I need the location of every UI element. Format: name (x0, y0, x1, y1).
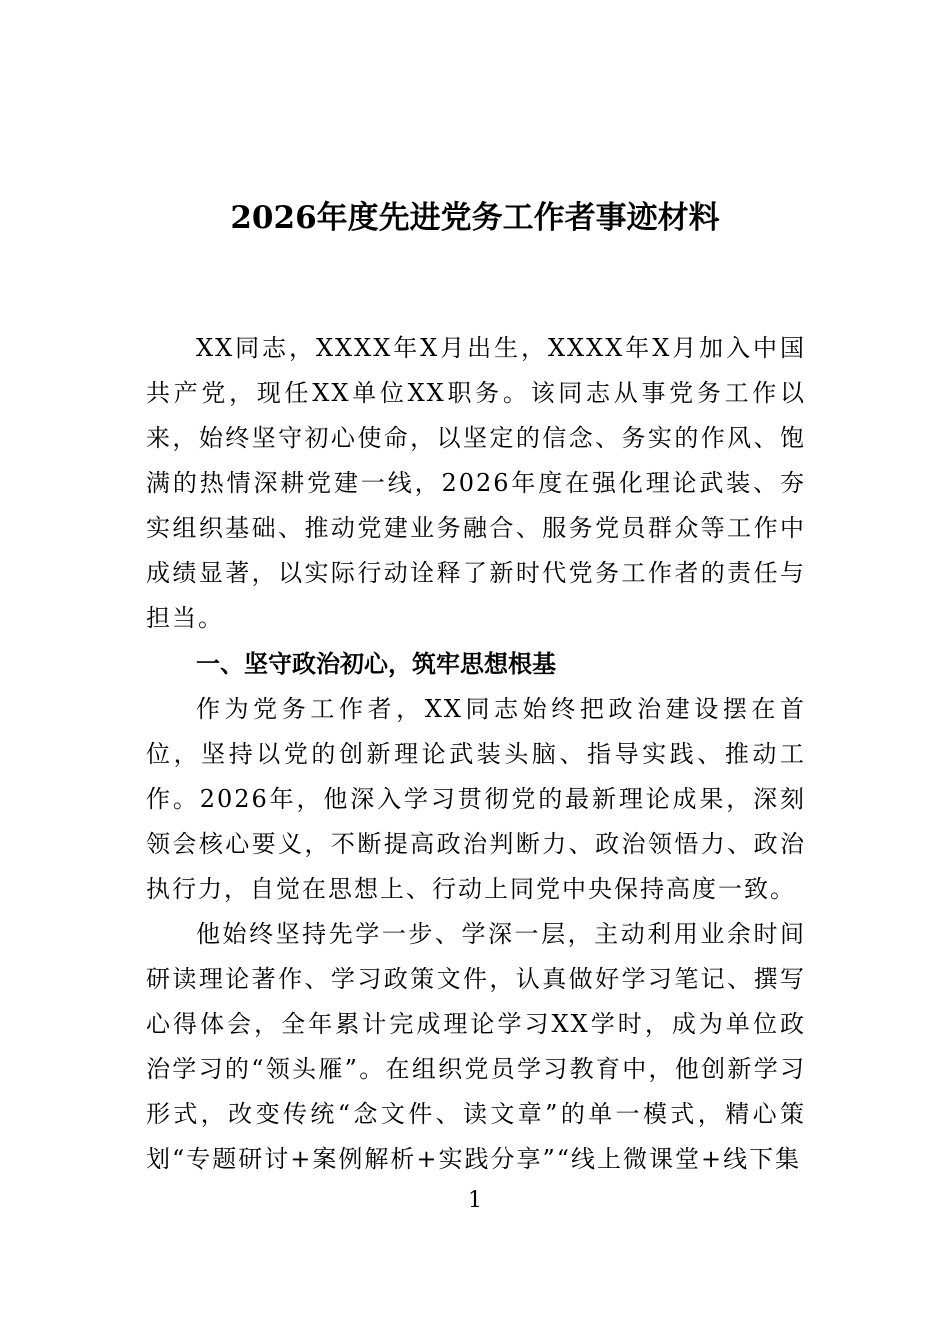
body-paragraph: 作为党务工作者，XX同志始终把政治建设摆在首位，坚持以党的创新理论武装头脑、指导实践、推动工作。2026年，他深入学习贯彻党的最新理论成果，深刻领会核心要义，不断提高政治判断力、政治领悟力、政治执行力，自觉在思想上、行动上同党中央保持高度一致。 (146, 695, 806, 903)
page-number: 1 (468, 1188, 482, 1213)
section-heading: 一、坚守政治初心，筑牢思想根基 (196, 649, 556, 678)
document-body (146, 326, 806, 1182)
body-paragraph: 他始终坚持先学一步、学深一层，主动利用业余时间研读理论著作、学习政策文件，认真做好学习笔记、撰写心得体会，全年累计完成理论学习XX学时，成为单位政治学习的“领头雁”。在组织党员学习教育中，他创新学习形式，改变传统“念文件、读文章”的单一模式，精心策划“专题研讨+案例解析+实践分享”“线上微课堂+线下集 (146, 920, 806, 1173)
document-title: 2026年度先进党务工作者事迹材料 (230, 200, 720, 236)
intro-paragraph: XX同志，XXXX年X月出生，XXXX年X月加入中国共产党，现任XX单位XX职务。该同志从事党务工作以来，始终坚守初心使命，以坚定的信念、务实的作风、饱满的热情深耕党建一线，2026年度在强化理论武装、夯实组织基础、推动党建业务融合、服务党员群众等工作中成绩显著，以实际行动诠释了新时代党务工作者的责任与担当。 (146, 334, 806, 632)
